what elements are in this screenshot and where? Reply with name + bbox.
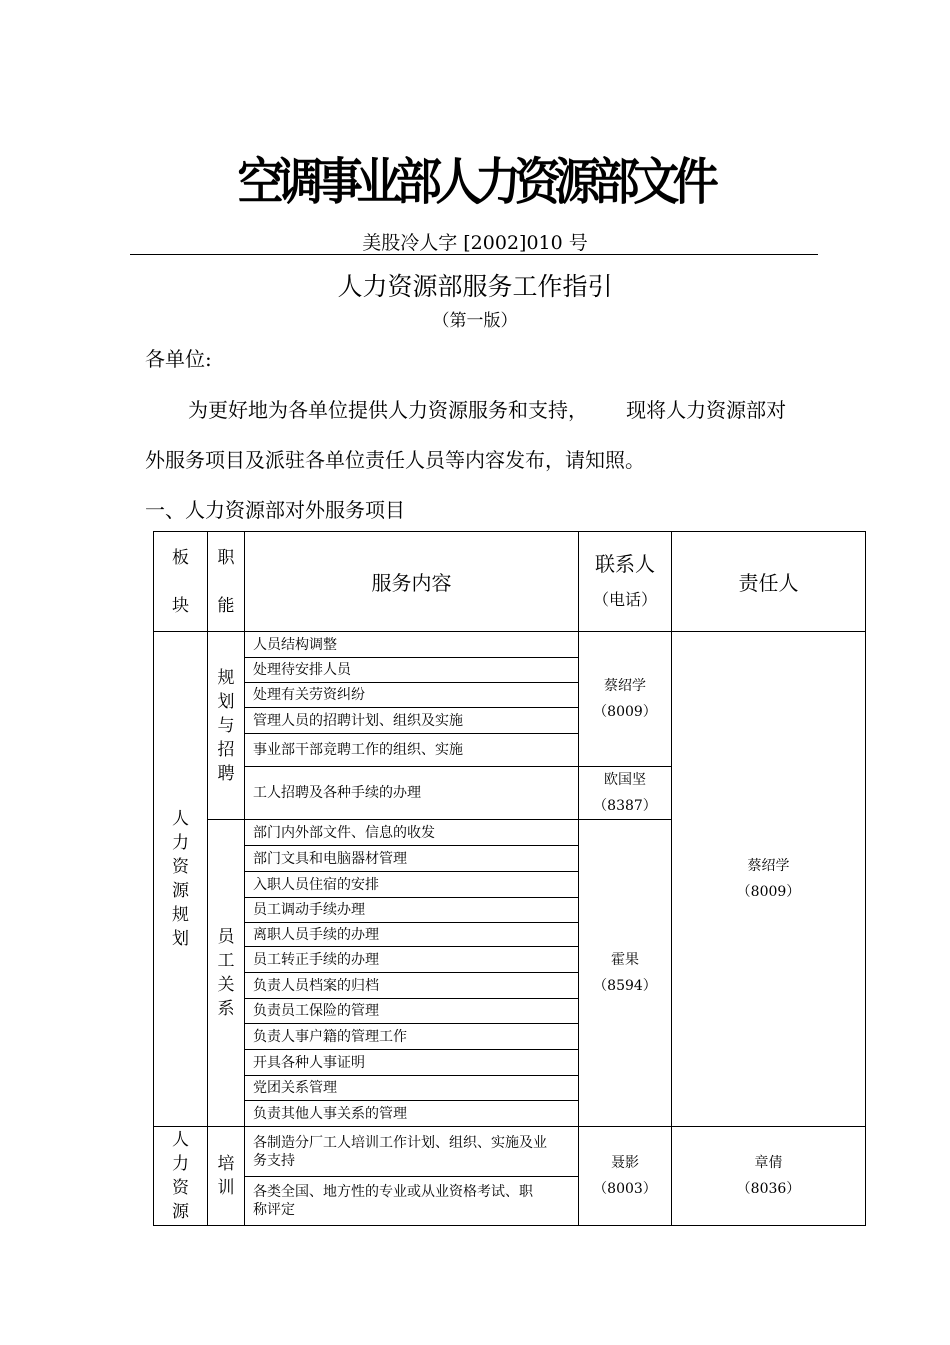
service-item: 人员结构调整	[245, 632, 579, 658]
intro-paragraph-line-2: 外服务项目及派驻各单位责任人员等内容发布，请知照。	[145, 448, 645, 472]
section-heading: 一、人力资源部对外服务项目	[145, 498, 405, 522]
header-responsible: 责任人	[672, 532, 866, 632]
edition-label: （第一版）	[432, 311, 518, 331]
table-row	[154, 632, 866, 658]
service-item: 负责人员档案的归档	[245, 973, 579, 999]
header-service-content: 服务内容	[245, 532, 579, 632]
header-divider	[130, 254, 818, 255]
header-contact: 联系人 （电话）	[579, 532, 672, 632]
service-item: 管理人员的招聘计划、组织及实施	[245, 708, 579, 734]
contact-cell: 欧国坚 （8387）	[579, 767, 672, 820]
service-item: 员工调动手续办理	[245, 898, 579, 923]
service-item: 负责员工保险的管理	[245, 999, 579, 1024]
block-hr-planning: 人 力 资 源 规 划	[154, 632, 208, 1127]
service-item: 员工转正手续的办理	[245, 947, 579, 973]
service-item: 各制造分厂工人培训工作计划、组织、实施及业务支持	[245, 1127, 579, 1177]
header-function: 职 能	[208, 532, 245, 632]
service-item: 部门内外部文件、信息的收发	[245, 820, 579, 846]
service-item: 各类全国、地方性的专业或从业资格考试、职称评定	[245, 1177, 579, 1226]
function-training: 培 训	[208, 1127, 245, 1226]
service-item: 事业部干部竞聘工作的组织、实施	[245, 734, 579, 767]
greeting: 各单位:	[145, 347, 212, 371]
document-number: 美股冷人字 [2002]010 号	[362, 232, 588, 254]
service-item: 离职人员手续的办理	[245, 923, 579, 947]
function-planning-recruiting: 规 划 与 招 聘	[208, 632, 245, 820]
service-item: 负责人事户籍的管理工作	[245, 1024, 579, 1050]
contact-cell: 聂影 （8003）	[579, 1127, 672, 1226]
service-item: 处理有关劳资纠纷	[245, 683, 579, 708]
service-item: 部门文具和电脑器材管理	[245, 846, 579, 872]
table-row	[154, 1127, 866, 1177]
contact-cell: 蔡绍学 （8009）	[579, 632, 672, 767]
service-table	[153, 531, 866, 1226]
responsible-cell: 章倩 （8036）	[672, 1127, 866, 1226]
contact-cell: 霍果 （8594）	[579, 820, 672, 1127]
function-employee-relations: 员 工 关 系	[208, 820, 245, 1127]
block-hr-development: 人 力 资 源	[154, 1127, 208, 1226]
service-item: 负责其他人事关系的管理	[245, 1101, 579, 1127]
document-title: 空调事业部人力资源部文件	[237, 152, 713, 211]
responsible-cell: 蔡绍学 （8009）	[672, 632, 866, 1127]
table-header-row	[154, 532, 866, 632]
service-item: 开具各种人事证明	[245, 1050, 579, 1076]
document-subtitle: 人力资源部服务工作指引	[337, 272, 613, 301]
intro-paragraph-line-1: 为更好地为各单位提供人力资源服务和支持， 现将人力资源部对	[188, 398, 787, 422]
service-item: 处理待安排人员	[245, 658, 579, 683]
service-item: 工人招聘及各种手续的办理	[245, 767, 579, 820]
service-item: 党团关系管理	[245, 1076, 579, 1101]
header-block: 板 块	[154, 532, 208, 632]
service-item: 入职人员住宿的安排	[245, 872, 579, 898]
